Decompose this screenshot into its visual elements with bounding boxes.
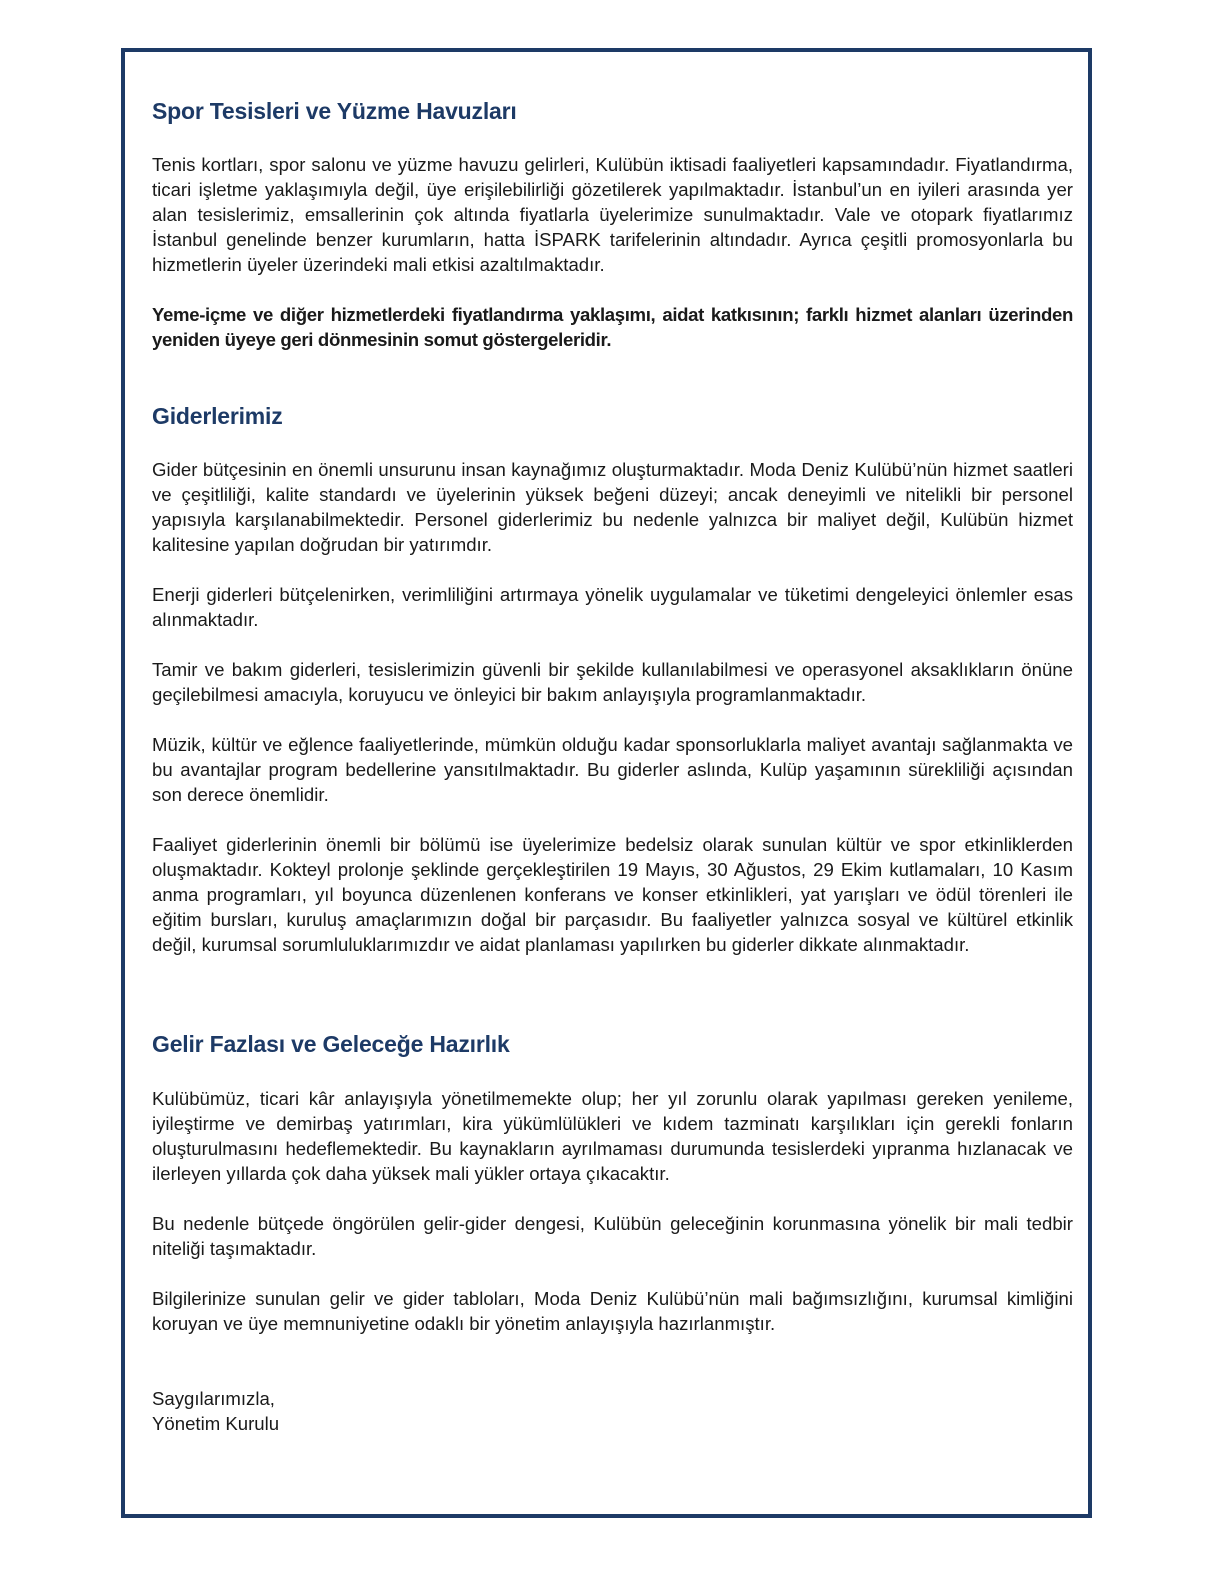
section-heading-sports-facilities: Spor Tesisleri ve Yüzme Havuzları <box>152 98 517 124</box>
paragraph-maintenance-expenses: Tamir ve bakım giderleri, tesislerimizin güvenli bir şekilde kullanılabilmesi ve operasyonel aksaklıkların önüne geçilebilmesi amacıyla, koruyucu ve önleyici bir bakım anlayışıyla programlanmaktadır. <box>152 659 1073 705</box>
paragraph-food-pricing-emphasis: Yeme-içme ve diğer hizmetlerdeki fiyatlandırma yaklaşımı, aidat katkısının; farklı hizmet alanları üzerinden yeniden üyeye geri dönmesinin somut göstergeleridir. <box>152 304 1073 350</box>
signature-closing: Saygılarımızla, <box>152 1388 275 1409</box>
paragraph-tables-summary: Bilgilerinize sunulan gelir ve gider tabloları, Moda Deniz Kulübü’nün mali bağımsızlığını, kurumsal kimliğini koruyan ve üye memnuniyetine odaklı bir yönetim anlayışıyla hazırlanmıştır. <box>152 1288 1073 1334</box>
section-heading-surplus: Gelir Fazlası ve Geleceğe Hazırlık <box>152 1031 510 1057</box>
paragraph-cultural-activities: Müzik, kültür ve eğlence faaliyetlerinde, mümkün olduğu kadar sponsorluklarla maliyet avantajı sağlanmakta ve bu avantajlar program bedellerine yansıtılmaktadır. Bu giderler aslında, Kulüp yaşamının sürekliliği açısından son derece önemlidir. <box>152 734 1073 805</box>
section-heading-expenses: Giderlerimiz <box>152 403 283 429</box>
signature-signer: Yönetim Kurulu <box>152 1413 280 1434</box>
paragraph-energy-expenses: Enerji giderleri bütçelenirken, verimliliğini artırmaya yönelik uygulamalar ve tüketimi dengeleyici önlemler esas alınmaktadır. <box>152 584 1073 630</box>
document-frame <box>121 48 1092 1518</box>
paragraph-personnel-expenses: Gider bütçesinin en önemli unsurunu insan kaynağımız oluşturmaktadır. Moda Deniz Kulübü’nün hizmet saatleri ve çeşitliliği, kalite standardı ve üyelerinin yüksek beğeni düzeyi; ancak deneyimli ve nitelikli bir personel yapısıyla karşılanabilmektedir. Personel giderlerimiz bu nedenle yalnızca bir maliyet değil, Kulübün hizmet kalitesine yapılan doğrudan bir yatırımdır. <box>152 459 1073 555</box>
paragraph-budget-balance: Bu nedenle bütçede öngörülen gelir-gider dengesi, Kulübün geleceğinin korunmasına yönelik bir mali tedbir niteliği taşımaktadır. <box>152 1213 1073 1259</box>
paragraph-surplus-purpose: Kulübümüz, ticari kâr anlayışıyla yönetilmemekte olup; her yıl zorunlu olarak yapılması gereken yenileme, iyileştirme ve demirbaş yatırımları, kira yükümlülükleri ve kıdem tazminatı karşılıkları için gerekli fonların oluşturulmasını hedeflemektedir. Bu kaynakların ayrılmaması durumunda tesislerdeki yıpranma hızlanacak ve ilerleyen yıllarda çok daha yüksek mali yükler ortaya çıkacaktır. <box>152 1088 1073 1184</box>
paragraph-sports-pricing: Tenis kortları, spor salonu ve yüzme havuzu gelirleri, Kulübün iktisadi faaliyetleri kapsamındadır. Fiyatlandırma, ticari işletme yaklaşımıyla değil, üye erişilebilirliği gözetilerek yapılmaktadır. İstanbul’un en iyileri arasında yer alan tesislerimiz, emsallerinin çok altında fiyatlarla üyelerimize sunulmaktadır. Vale ve otopark fiyatlarımız İstanbul genelinde benzer kurumların, hatta İSPARK tarifelerinin altındadır. Ayrıca çeşitli promosyonlarla bu hizmetlerin üyeler üzerindeki mali etkisi azaltılmaktadır. <box>152 154 1073 275</box>
paragraph-activity-expenses: Faaliyet giderlerinin önemli bir bölümü ise üyelerimize bedelsiz olarak sunulan kültür ve spor etkinliklerden oluşmaktadır. Kokteyl prolonje şeklinde gerçekleştirilen 19 Mayıs, 30 Ağustos, 29 Ekim kutlamaları, 10 Kasım anma programları, yıl boyunca düzenlenen konferans ve konser etkinlikleri, yat yarışları ve ödül törenleri ile eğitim bursları, kuruluş amaçlarımızın doğal bir parçasıdır. Bu faaliyetler yalnızca sosyal ve kültürel etkinlik değil, kurumsal sorumluluklarımızdır ve aidat planlaması yapılırken bu giderler dikkate alınmaktadır. <box>152 834 1073 955</box>
